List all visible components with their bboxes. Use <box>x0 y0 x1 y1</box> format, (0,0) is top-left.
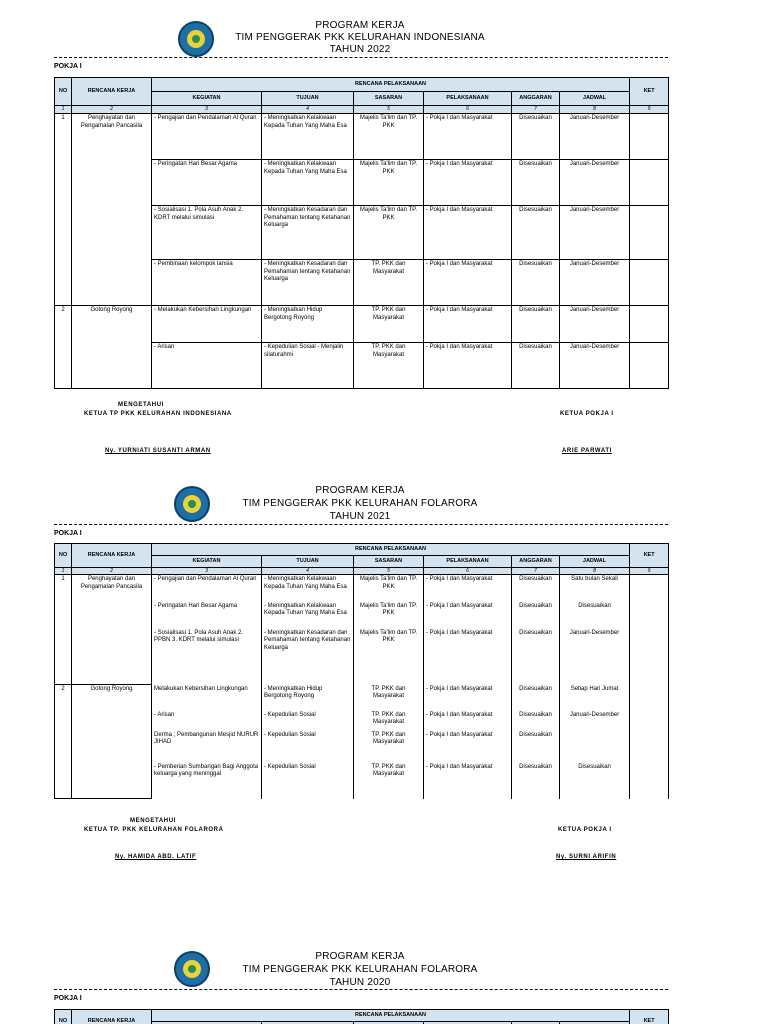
left-signatory-name: Ny. YURNIATI SUSANTI ARMAN <box>105 448 211 454</box>
header-kegiatan: KEGIATAN <box>152 92 262 106</box>
cell-pelaksanaan: - Pokja I dan Masyarakat <box>424 114 512 160</box>
col-number: 6 <box>424 106 512 114</box>
left-signatory-name: Ny. HAMIDA ABD. LATIF <box>115 854 197 860</box>
title-line-1: PROGRAM KERJA <box>315 951 405 962</box>
col-number: 5 <box>354 106 424 114</box>
program-kerja-2021 <box>0 470 768 890</box>
col-number: 7 <box>512 568 560 575</box>
cell-jadwal: Januari-Desember <box>560 711 630 731</box>
title-line-3: TAHUN 2022 <box>329 44 391 55</box>
cell-sasaran: Majelis Ta'lim dan TP. PKK <box>354 575 424 602</box>
cell-pelaksanaan: - Pokja I dan Masyarakat <box>424 731 512 763</box>
cell-ket <box>630 629 669 685</box>
col-number: 9 <box>630 106 669 114</box>
divider <box>54 524 668 525</box>
row-rencana-kerja: Gotong Royong <box>72 306 152 389</box>
cell-sasaran: TP. PKK dan Masyarakat <box>354 731 424 763</box>
header-kegiatan: KEGIATAN <box>152 556 262 568</box>
col-number: 4 <box>262 106 354 114</box>
right-signatory-name: ARIE PARWATI <box>562 448 612 454</box>
title-line-1: PROGRAM KERJA <box>315 20 405 31</box>
cell-pelaksanaan: - Pokja I dan Masyarakat <box>424 629 512 685</box>
cell-sasaran: TP. PKK dan Masyarakat <box>354 343 424 389</box>
cell-tujuan: - Meningkatkan Kelakwaan Kepada Tuhan Yang Maha Esa <box>262 602 354 629</box>
header-pelaksanaan: PELAKSANAAN <box>424 556 512 568</box>
cell-anggaran: Disesuaikan <box>512 260 560 306</box>
cell-ket <box>630 731 669 763</box>
cell-anggaran: Disesuaikan <box>512 763 560 799</box>
cell-jadwal: Setiap Hari Jumat <box>560 685 630 711</box>
cell-kegiatan: - Peringatan Hari Besar Agama <box>152 602 262 629</box>
header-no: NO <box>55 1010 72 1024</box>
header-no: NO <box>55 78 72 106</box>
pokja-label: POKJA I <box>54 63 82 70</box>
table-row <box>55 114 669 160</box>
col-number: 8 <box>560 568 630 575</box>
cell-anggaran: Disesuaikan <box>512 160 560 206</box>
row-rencana-kerja: Penghayatan dan Pengamalan Pancasila <box>72 114 152 306</box>
cell-pelaksanaan: - Pokja I dan Masyarakat <box>424 685 512 711</box>
header-jadwal: JADWAL <box>560 92 630 106</box>
cell-anggaran: Disesuaikan <box>512 711 560 731</box>
cell-pelaksanaan: - Pokja I dan Masyarakat <box>424 602 512 629</box>
cell-jadwal <box>560 731 630 763</box>
cell-jadwal: Disesuaikan <box>560 602 630 629</box>
cell-jadwal: Januari-Desember <box>560 114 630 160</box>
cell-tujuan: - Meningkatkan Kesadaran dan Pemahaman tentang Ketahanan Keluarga <box>262 629 354 685</box>
row-rencana-kerja: Gotong Royong <box>72 685 152 799</box>
cell-sasaran: Majelis Ta'lim dan TP. PKK <box>354 206 424 260</box>
cell-jadwal: Januari-Desember <box>560 343 630 389</box>
cell-pelaksanaan: - Pokja I dan Masyarakat <box>424 160 512 206</box>
cell-kegiatan: Melakukan Kebersihan Lingkungan <box>152 685 262 711</box>
col-number: 3 <box>152 568 262 575</box>
header-anggaran: ANGGARAN <box>512 556 560 568</box>
mengetahui-label: MENGETAHUI <box>118 402 164 408</box>
row-no: 1 <box>55 575 72 685</box>
cell-ket <box>630 206 669 260</box>
header-sasaran: SASARAN <box>354 556 424 568</box>
cell-anggaran: Disesuaikan <box>512 629 560 685</box>
cell-pelaksanaan: - Pokja I dan Masyarakat <box>424 711 512 731</box>
header-tujuan: TUJUAN <box>262 92 354 106</box>
pokja-label: POKJA I <box>54 530 82 537</box>
cell-ket <box>630 306 669 343</box>
cell-tujuan: - Kepedulian Sosial <box>262 763 354 799</box>
cell-anggaran: Disesuaikan <box>512 343 560 389</box>
table-row <box>55 306 669 343</box>
divider <box>54 989 668 990</box>
header-rencana-kerja: RENCANA KERJA <box>72 544 152 568</box>
header-rencana-kerja: RENCANA KERJA <box>72 78 152 106</box>
cell-sasaran: TP. PKK dan Masyarakat <box>354 763 424 799</box>
cell-anggaran: Disesuaikan <box>512 575 560 602</box>
cell-kegiatan: - Pemberian Sumbangan Bagi Anggota keluarga yang meninggal <box>152 763 262 799</box>
cell-pelaksanaan: - Pokja I dan Masyarakat <box>424 575 512 602</box>
cell-sasaran: TP. PKK dan Masyarakat <box>354 685 424 711</box>
header-rencana-kerja: RENCANA KERJA <box>72 1010 152 1024</box>
cell-tujuan: - Meningkatkan Kesadaran dan Pemahaman tentang Ketahanan Keluarga <box>262 206 354 260</box>
cell-ket <box>630 160 669 206</box>
header-rencana-pelaksanaan: RENCANA PELAKSANAAN <box>152 1010 630 1022</box>
cell-tujuan: - Meningkatkan Kelakwaan Kepada Tuhan Yang Maha Esa <box>262 114 354 160</box>
header-ket: KET <box>630 1010 669 1024</box>
cell-ket <box>630 763 669 799</box>
cell-jadwal: Januari-Desember <box>560 629 630 685</box>
header-anggaran: ANGGARAN <box>512 92 560 106</box>
cell-sasaran: Majelis Ta'lim dan TP. PKK <box>354 114 424 160</box>
cell-ket <box>630 575 669 602</box>
cell-kegiatan: - Melakukan Kebersihan Lingkungan <box>152 306 262 343</box>
col-number: 5 <box>354 568 424 575</box>
row-no: 2 <box>55 685 72 799</box>
cell-kegiatan: - Pembinaan kelompok lansia <box>152 260 262 306</box>
right-signatory-name: Ny. SURNI ARIFIN <box>556 854 617 860</box>
col-number: 6 <box>424 568 512 575</box>
col-number: 9 <box>630 568 669 575</box>
cell-jadwal: Januari-Desember <box>560 160 630 206</box>
cell-kegiatan: - Pengajian dan Pendalaman Al Quran <box>152 575 262 602</box>
cell-kegiatan: - Sosialisasi 1. Pola Asuh Anak 2. KDRT melalui simulasi <box>152 206 262 260</box>
mengetahui-label: MENGETAHUI <box>130 818 176 824</box>
cell-sasaran: TP. PKK dan Masyarakat <box>354 260 424 306</box>
title-line-3: TAHUN 2021 <box>329 511 391 522</box>
right-signatory-title: KETUA POKJA I <box>558 827 612 833</box>
cell-sasaran: TP. PKK dan Masyarakat <box>354 711 424 731</box>
program-kerja-2022 <box>0 0 768 470</box>
cell-kegiatan: - Peringatan Hari Besar Agama <box>152 160 262 206</box>
cell-ket <box>630 685 669 711</box>
cell-jadwal: Satu bulan Sekali <box>560 575 630 602</box>
col-number: 1 <box>55 106 72 114</box>
table-row <box>55 575 669 602</box>
cell-kegiatan: - Pengajian dan Pendalaman Al Quran <box>152 114 262 160</box>
header-rencana-pelaksanaan: RENCANA PELAKSANAAN <box>152 78 630 92</box>
cell-anggaran: Disesuaikan <box>512 306 560 343</box>
cell-anggaran: Disesuaikan <box>512 731 560 763</box>
title-line-3: TAHUN 2020 <box>329 977 391 988</box>
header-rencana-pelaksanaan: RENCANA PELAKSANAAN <box>152 544 630 556</box>
right-signatory-title: KETUA POKJA I <box>560 411 614 417</box>
cell-kegiatan: - Arisan <box>152 711 262 731</box>
cell-anggaran: Disesuaikan <box>512 685 560 711</box>
cell-tujuan: - Kepedulian Sosial - Menjalin silaturahmi <box>262 343 354 389</box>
col-number: 2 <box>72 568 152 575</box>
cell-tujuan: - Meningkatkan Kesadaran dan Pemahaman tentang Ketahanan Keluarga <box>262 260 354 306</box>
title-line-2: TIM PENGGERAK PKK KELURAHAN FOLARORA <box>242 498 478 509</box>
cell-sasaran: Majelis Ta'lim dan TP. PKK <box>354 629 424 685</box>
col-number: 8 <box>560 106 630 114</box>
col-number: 7 <box>512 106 560 114</box>
cell-kegiatan: Derma ; Pembangunan Mesjid NURUR JIHAD <box>152 731 262 763</box>
cell-pelaksanaan: - Pokja I dan Masyarakat <box>424 206 512 260</box>
cell-pelaksanaan: - Pokja I dan Masyarakat <box>424 306 512 343</box>
cell-tujuan: - Meningkatkan Kelakwaan Kepada Tuhan Yang Maha Esa <box>262 575 354 602</box>
cell-anggaran: Disesuaikan <box>512 206 560 260</box>
header-tujuan: TUJUAN <box>262 556 354 568</box>
cell-pelaksanaan: - Pokja I dan Masyarakat <box>424 260 512 306</box>
program-table <box>54 77 669 389</box>
cell-pelaksanaan: - Pokja I dan Masyarakat <box>424 763 512 799</box>
cell-jadwal: Januari-Desember <box>560 306 630 343</box>
cell-tujuan: - Meningkatkan Hidup Bergotong Royong <box>262 685 354 711</box>
header-pelaksanaan: PELAKSANAAN <box>424 92 512 106</box>
cell-tujuan: - Meningkatkan Hidup Bergotong Royong <box>262 306 354 343</box>
cell-sasaran: Majelis Ta'lim dan TP. PKK <box>354 602 424 629</box>
cell-kegiatan: - Sosialisasi 1. Pola Asuh Anak 2. PPBN 3. KDRT melalui simulasi <box>152 629 262 685</box>
program-table <box>54 1009 669 1024</box>
header-no: NO <box>55 544 72 568</box>
col-number: 3 <box>152 106 262 114</box>
left-signatory-title: KETUA TP PKK KELURAHAN INDONESIANA <box>84 411 232 417</box>
left-signatory-title: KETUA TP. PKK KELURAHAN FOLARORA <box>84 827 224 833</box>
header-jadwal: JADWAL <box>560 556 630 568</box>
cell-tujuan: - Kepedulian Sosial <box>262 711 354 731</box>
col-number: 2 <box>72 106 152 114</box>
cell-tujuan: - Meningkatkan Kelakwaan Kepada Tuhan Yang Maha Esa <box>262 160 354 206</box>
header-sasaran: SASARAN <box>354 92 424 106</box>
title-line-2: TIM PENGGERAK PKK KELURAHAN FOLARORA <box>242 964 478 975</box>
title-line-1: PROGRAM KERJA <box>315 485 405 496</box>
cell-ket <box>630 711 669 731</box>
cell-tujuan: - Kepedulian Sosial <box>262 731 354 763</box>
row-rencana-kerja: Penghayatan dan Pengamalan Pancasila <box>72 575 152 685</box>
cell-jadwal: Januari-Desember <box>560 260 630 306</box>
title-line-2: TIM PENGGERAK PKK KELURAHAN INDONESIANA <box>235 32 485 43</box>
col-number: 1 <box>55 568 72 575</box>
cell-pelaksanaan: - Pokja I dan Masyarakat <box>424 343 512 389</box>
cell-ket <box>630 260 669 306</box>
cell-ket <box>630 343 669 389</box>
cell-anggaran: Disesuaikan <box>512 602 560 629</box>
divider <box>54 57 668 58</box>
pokja-label: POKJA I <box>54 995 82 1002</box>
cell-ket <box>630 114 669 160</box>
row-no: 1 <box>55 114 72 306</box>
col-number: 4 <box>262 568 354 575</box>
header-ket: KET <box>630 544 669 568</box>
cell-kegiatan: - Arisan <box>152 343 262 389</box>
cell-sasaran: TP. PKK dan Masyarakat <box>354 306 424 343</box>
cell-jadwal: Disesuaikan <box>560 763 630 799</box>
cell-jadwal: Januari-Desember <box>560 206 630 260</box>
row-no: 2 <box>55 306 72 389</box>
cell-anggaran: Disesuaikan <box>512 114 560 160</box>
program-kerja-2020 <box>0 940 768 1024</box>
table-row <box>55 685 669 711</box>
header-ket: KET <box>630 78 669 106</box>
cell-sasaran: Majelis Ta'lim dan TP. PKK <box>354 160 424 206</box>
program-table <box>54 543 669 799</box>
cell-ket <box>630 602 669 629</box>
